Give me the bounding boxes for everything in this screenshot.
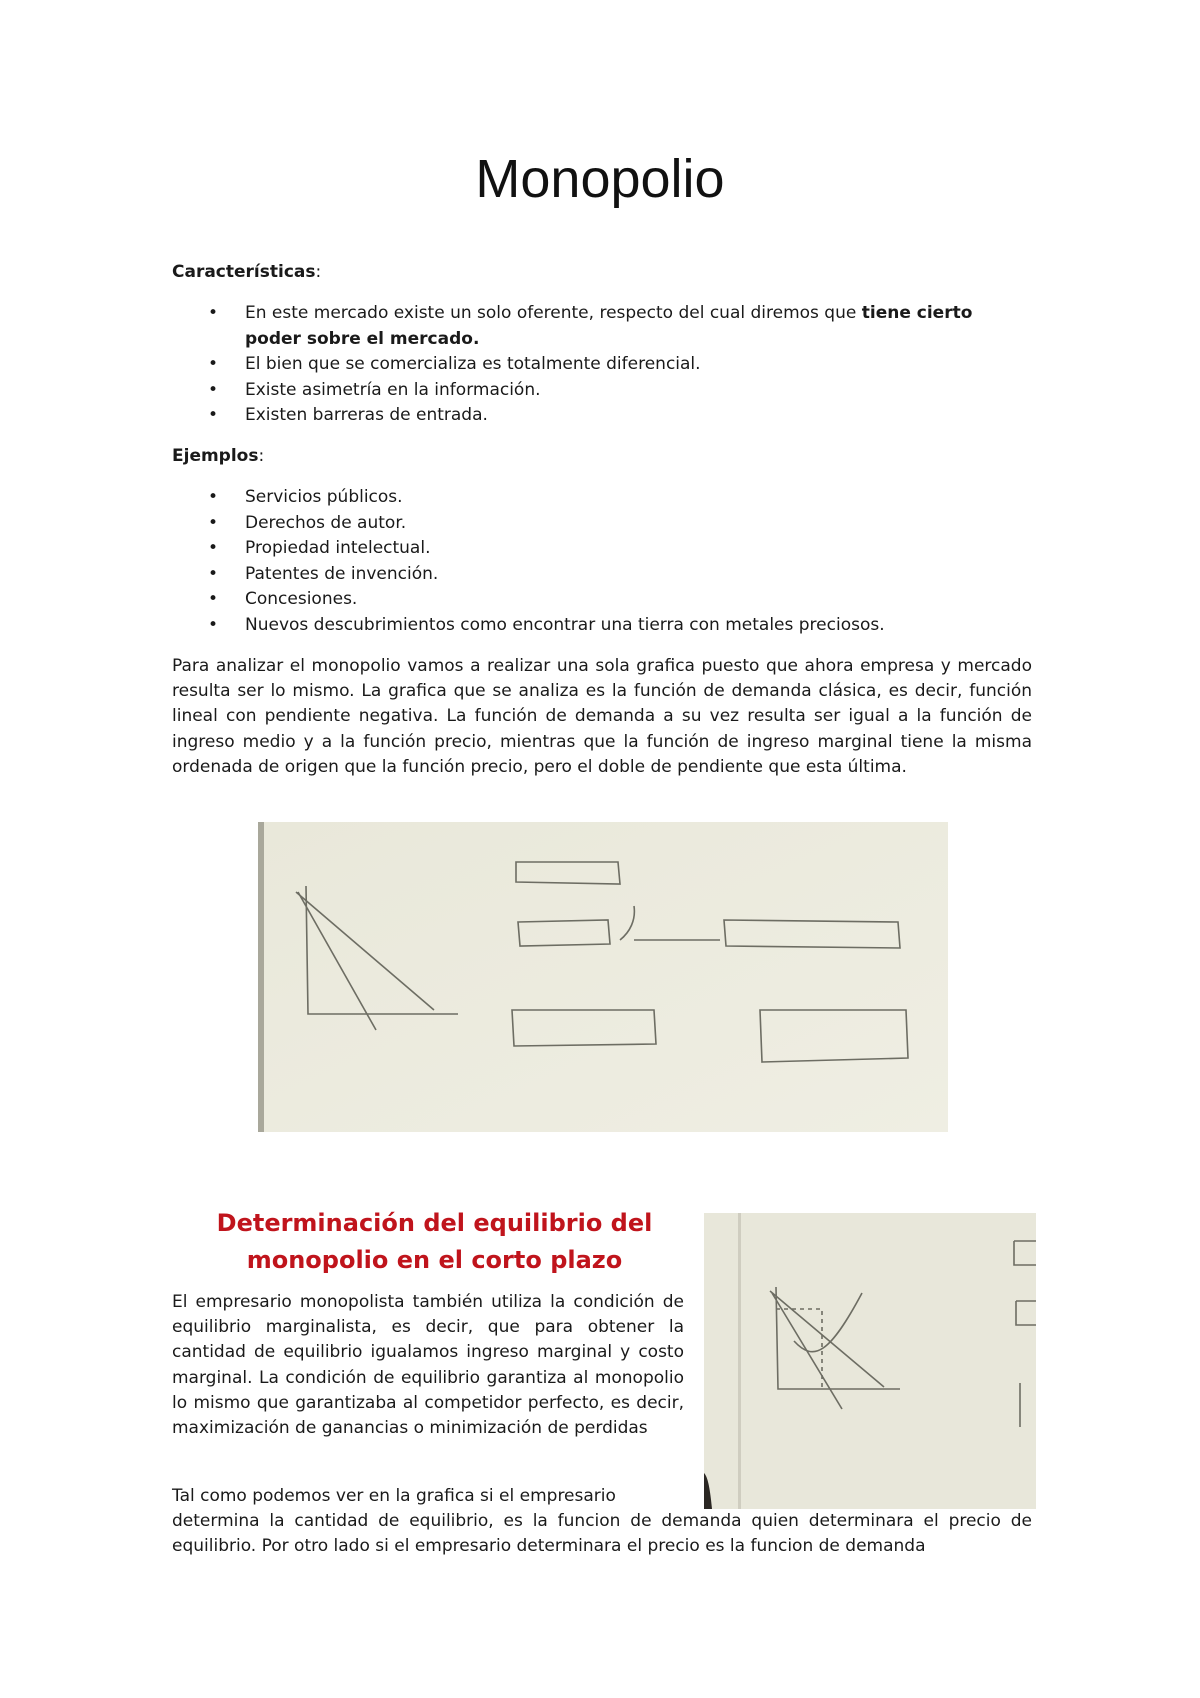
ejemplos-heading-text: Ejemplos (172, 446, 259, 466)
bullet-icon: • (208, 589, 219, 609)
section-2-paragraph-2-full: determina la cantidad de equilibrio, es la funcion de demanda quien determinara el precio de equilibrio. Por otro lado si el empresario determinara el precio es la funcion de demanda (172, 1511, 1032, 1557)
list-item-text: Propiedad intelectual. (245, 538, 431, 558)
page-title: Monopolio (475, 149, 725, 209)
caracteristicas-heading-text: Características (172, 262, 316, 282)
list-item-text: Derechos de autor. (245, 512, 407, 533)
list-item-text: Servicios públicos. (245, 487, 403, 507)
list-item-text: Existe asimetría en la información. (245, 379, 541, 400)
bullet-icon: • (208, 614, 219, 635)
list-item (172, 301, 1032, 352)
bullet-icon: • (208, 354, 219, 374)
caracteristicas-list (172, 301, 1032, 429)
bullet-icon: • (208, 487, 219, 507)
list-item-bold-text: tiene cierto poder sobre el mercado. (245, 303, 973, 349)
bullet-icon: • (208, 405, 219, 425)
list-item (172, 485, 1032, 511)
caracteristicas-colon: : (315, 262, 322, 282)
bullet-icon: • (208, 512, 219, 533)
list-item-text: Nuevos descubrimientos como encontrar una tierra con metales preciosos. (245, 614, 885, 635)
bullet-icon: • (208, 563, 219, 584)
list-item (172, 613, 1032, 639)
caracteristicas-heading (172, 262, 321, 282)
list-item-text: El bien que se comercializa es totalmente diferencial. (245, 354, 701, 374)
list-item (172, 511, 1032, 537)
section-2-heading: Determinación del equilibrio del monopolio en el corto plazo (216, 1209, 653, 1274)
list-item-text: Concesiones. (245, 589, 358, 609)
whiteboard-sketch (258, 822, 948, 1132)
list-item (172, 403, 1032, 429)
list-item (172, 536, 1032, 562)
bullet-icon: • (208, 538, 219, 558)
list-item-text: Patentes de invención. (245, 563, 439, 584)
list-item-text: En este mercado existe un solo oferente, respecto del cual diremos que (245, 303, 862, 323)
section-2-paragraph-2-narrow: Tal como podemos ver en la grafica si el empresario (172, 1486, 616, 1506)
ejemplos-list (172, 485, 1032, 638)
intro-paragraph: Para analizar el monopolio vamos a realizar una sola grafica puesto que ahora empresa y mercado resulta ser lo mismo. La grafica que se analiza es la función de demanda clásica, es decir, función lineal con pendiente negativa. La función de demanda a su vez resulta ser igual a la función de ingreso medio y a la función precio, mientras que la función de ingreso marginal tiene la misma ordenada de origen que la función precio, pero el doble de pendiente que esta última. (172, 656, 1032, 777)
list-item (172, 378, 1032, 404)
ejemplos-colon: : (258, 446, 265, 466)
whiteboard-photo-equilibrium (704, 1213, 1036, 1509)
list-item (172, 352, 1032, 378)
list-item (172, 562, 1032, 588)
whiteboard-photo-demand (258, 822, 948, 1132)
list-item (172, 587, 1032, 613)
section-2-paragraph: El empresario monopolista también utiliza la condición de equilibrio marginalista, es decir, que para obtener la cantidad de equilibrio igualamos ingreso marginal y costo marginal. La condición de equilibrio garantiza al monopolio lo mismo que garantizaba al competidor perfecto, es decir, maximización de ganancias o minimización de perdidas (172, 1292, 684, 1439)
bullet-icon: • (208, 303, 219, 323)
list-item-text: Existen barreras de entrada. (245, 405, 488, 425)
bullet-icon: • (208, 379, 219, 400)
ejemplos-heading (172, 446, 264, 466)
whiteboard-sketch-equilibrium (704, 1213, 1036, 1509)
